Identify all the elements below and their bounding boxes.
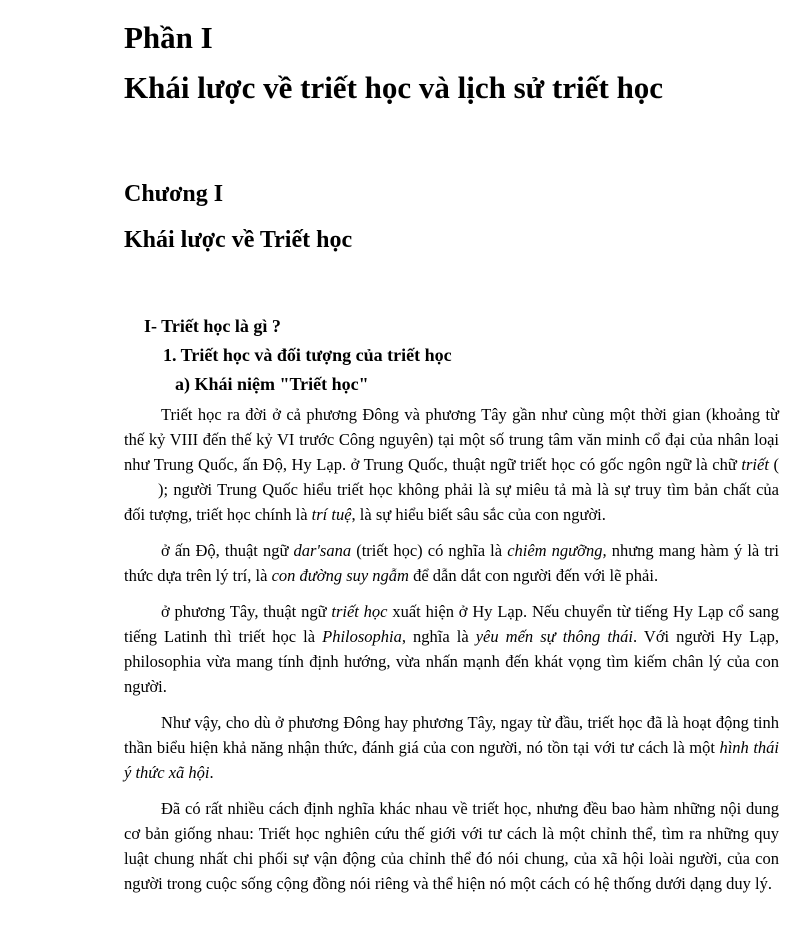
paragraph-west	[124, 599, 779, 699]
italic-term: Philosophia	[322, 627, 402, 646]
paragraph-definition	[124, 796, 779, 896]
italic-term: dar'sana	[293, 541, 352, 560]
text-run: Như vậy, cho dù ở phương Đông hay phương Tây, ngay từ đầu, triết học đã là hoạt động tinh thần biểu hiện khả năng nhận thức, đánh giá của con người, nó tồn tại với tư cách là một	[124, 713, 779, 757]
section-heading: I- Triết học là gì ?	[144, 316, 281, 336]
italic-term: chiêm ngưỡng,	[507, 541, 607, 560]
chapter-title: Khái lược về Triết học	[124, 227, 353, 253]
text-run: ở ấn Độ, thuật ngữ	[161, 541, 294, 560]
italic-term: triết học	[331, 602, 388, 621]
paragraph-origin	[124, 402, 779, 527]
text-run: . Với người Hy Lạp, philosophia vừa mang tính định hướng, vừa nhấn mạnh đến khát vọng tìm kiếm chân lý của con người.	[124, 627, 779, 696]
text-run: nhưng mang hàm ý là tri thức dựa trên lý trí, là	[124, 541, 779, 585]
italic-term: con đường suy ngẫm	[271, 566, 409, 585]
text-run: Triết học ra đời ở cả phương Đông và phương Tây gần như cùng một thời gian (khoảng từ thế kỷ VIII đến thế kỷ VI trước Công nguyên) tại một số trung tâm văn minh cổ đại của nhân loại như Trung Quốc, ấn Độ, Hy Lạp. ở Trung Quốc, thuật ngữ triết học có gốc ngôn ngữ là chữ	[124, 405, 779, 474]
text-run: Đã có rất nhiều cách định nghĩa khác nhau về triết học, nhưng đều bao hàm những nội dung cơ bản giống nhau: Triết học nghiên cứu thế giới với tư cách là một chỉnh thể, tìm ra những quy luật chung nhất chi phối sự vận động của chỉnh thể đó nói chung, của xã hội loài người, của con người trong cuộc sống cộng đồng nói riêng và thể hiện nó một cách có hệ thống dưới dạng duy lý.	[124, 799, 779, 893]
italic-term: triết	[741, 455, 769, 474]
italic-term: hình thái ý thức xã hội	[124, 738, 779, 782]
part-title: Khái lược về triết học và lịch sử triết học	[124, 70, 664, 105]
chapter-label: Chương I	[124, 181, 224, 207]
text-run: để dẫn dắt con người đến với lẽ phải.	[408, 566, 659, 585]
paragraph-summary	[124, 710, 779, 785]
text-run: ở phương Tây, thuật ngữ	[161, 602, 332, 621]
text-run: (	[768, 455, 779, 474]
italic-term: trí tuệ	[311, 505, 352, 524]
text-run: ); người Trung Quốc hiểu triết học không phải là sự miêu tả mà là sự truy tìm bản chất của đối tượng, triết học chính là	[124, 480, 779, 524]
subsection-heading: 1. Triết học và đối tượng của triết học	[163, 345, 452, 365]
part-label: Phần I	[124, 20, 213, 55]
text-run: xuất hiện ở Hy Lạp. Nếu chuyển từ tiếng Hy Lạp cổ sang tiếng Latinh thì triết học là	[124, 602, 779, 646]
text-run: (triết học) có nghĩa là	[351, 541, 508, 560]
text-run: , nghĩa là	[401, 627, 476, 646]
text-run: , là sự hiểu biết sâu sắc của con người.	[351, 505, 606, 524]
body-text	[124, 402, 779, 907]
subsubsection-heading: a) Khái niệm "Triết học"	[175, 374, 369, 394]
paragraph-india	[124, 538, 779, 588]
text-run: .	[209, 763, 214, 782]
italic-term: yêu mến sự thông thái	[475, 627, 634, 646]
